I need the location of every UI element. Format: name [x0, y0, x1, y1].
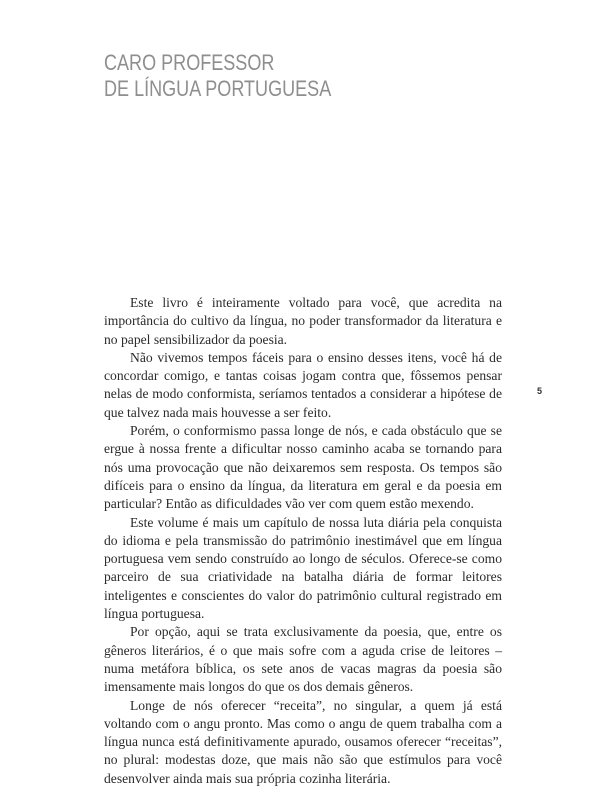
paragraph-4: Este volume é mais um capítulo de nossa luta diária pela conquista do idioma e pela transmissão do patrimônio inestimável que em língua portuguesa vem sendo construído ao longo de séculos. Oferece-se como parceiro de sua criatividade na batalha diária de formar leitores inteligentes e conscientes do valor do patrimônio cultural registrado em língua portuguesa. — [104, 514, 502, 622]
paragraph-1: Este livro é inteiramente voltado para você, que acredita na importância do cultivo da língua, no poder transformador da literatura e no papel sensibilizador da poesia. — [104, 295, 502, 347]
paragraph-2: Não vivemos tempos fáceis para o ensino desses itens, você há de concordar comigo, e tantas coisas jogam contra que, fôssemos pensar nelas de modo conformista, seríamos tentados a considerar a hipótese de que talvez nada mais houvesse a ser feito. — [104, 349, 502, 420]
paragraph-3: Porém, o conformismo passa longe de nós, e cada obstáculo que se ergue à nossa frente a dificultar nosso caminho acaba se tornando para nós uma provocação que não deixaremos sem resposta. Os tempos são difíceis para o ensino da língua, da literatura em geral e da poesia em particular? Então as dificuldades vão ver com quem estão mexendo. — [104, 423, 502, 512]
page-title — [104, 50, 331, 102]
paragraph-6: Longe de nós oferecer “receita”, no singular, a quem já está voltando com o angu pronto. Mas como o angu de quem trabalha com a língua nunca está definitivamente apurado, ousamos oferecer “receitas”, no plural: modestas doze, que mais não são que estímulos para você desenvolver ainda mais sua própria cozinha literária. — [104, 697, 502, 786]
paragraph-5: Por opção, aqui se trata exclusivamente da poesia, que, entre os gêneros literários, é o que mais sofre com a aguda crise de leitores – numa metáfora bíblica, os sete anos de vacas magras da poesia são imensamente mais longos do que os dos demais gêneros. — [104, 624, 502, 695]
page-number: 5 — [537, 386, 543, 396]
page-title-line-2: DE LÍNGUA PORTUGUESA — [104, 76, 332, 101]
page-title-line-1: CARO PROFESSOR — [104, 50, 275, 75]
body-text — [104, 294, 502, 788]
